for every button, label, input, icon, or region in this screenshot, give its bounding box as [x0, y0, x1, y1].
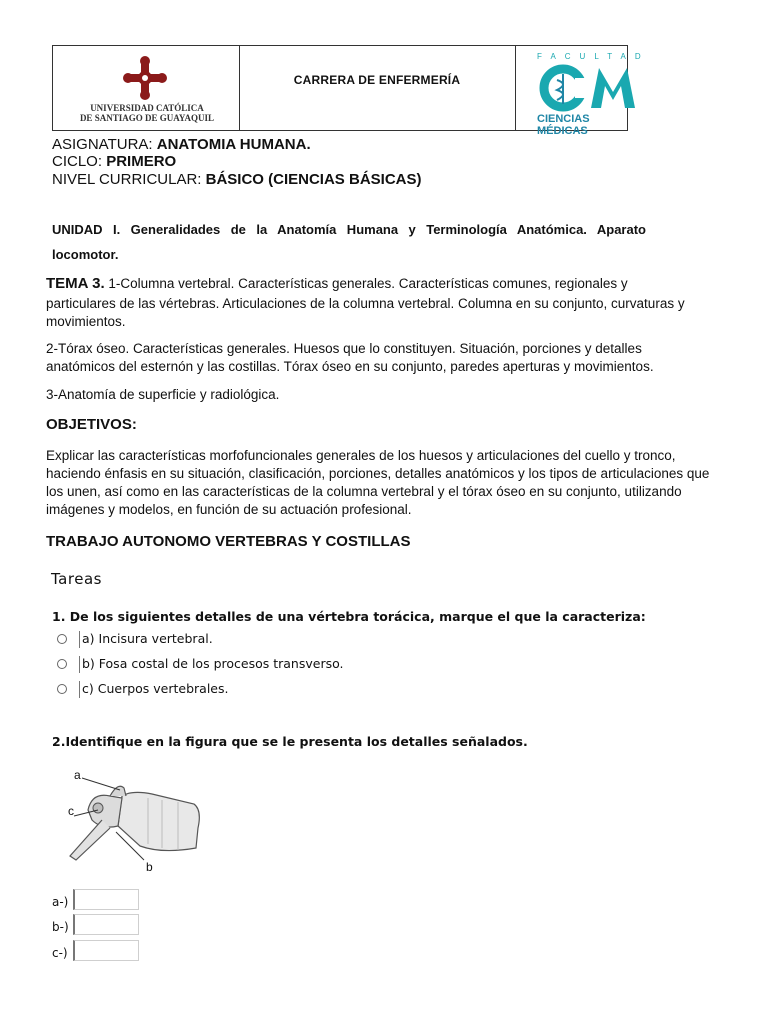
answer-a-input[interactable]	[73, 889, 139, 910]
radio-c-icon[interactable]	[57, 684, 67, 694]
figure-label-c: c	[68, 804, 74, 818]
torax-line2: anatómicos del esternón y las costillas. Tórax óseo en su conjunto, paredes aperturas y movimientos.	[46, 359, 654, 374]
answer-c-label: c-)	[52, 946, 68, 960]
asignatura-label: ASIGNATURA:	[52, 136, 157, 153]
university-name-line2: DE SANTIAGO DE GUAYAQUIL	[79, 113, 215, 123]
career-title: CARRERA DE ENFERMERÍA	[293, 73, 461, 87]
unidad-line1: UNIDAD I. Generalidades de la Anatomía Humana y Terminología Anatómica. Aparato	[52, 222, 646, 237]
nivel-label: NIVEL CURRICULAR:	[52, 171, 206, 188]
faculty-label: FACULTAD	[537, 52, 650, 61]
option-divider	[79, 681, 80, 698]
radio-a-icon[interactable]	[57, 634, 67, 644]
tema-line3: movimientos.	[46, 314, 126, 329]
ciclo-value: PRIMERO	[106, 153, 177, 170]
question-2: 2.Identifique en la figura que se le presenta los detalles señalados.	[52, 734, 528, 749]
cm-logo-icon	[539, 64, 661, 112]
radio-b-icon[interactable]	[57, 659, 67, 669]
tema-label: TEMA 3.	[46, 275, 105, 292]
option-a-label: a) Incisura vertebral.	[82, 631, 213, 646]
objetivos-line2: haciendo énfasis en su situación, clasificación, porciones, detalles anatómicos y los tipos de articulaciones que	[46, 466, 710, 481]
option-c-label: c) Cuerpos vertebrales.	[82, 681, 229, 696]
faculty-logo-cell	[515, 46, 650, 137]
ciclo-line	[52, 153, 176, 170]
figure-label-b: b	[146, 860, 153, 874]
tema-text: 1-Columna vertebral. Características generales. Características comunes, regionales y	[104, 276, 628, 291]
tema-line1	[46, 275, 628, 292]
option-divider	[79, 631, 80, 648]
header-table	[52, 45, 650, 137]
unidad-line2: locomotor.	[52, 247, 119, 262]
faculty-name: CIENCIAS MÉDICAS	[537, 113, 590, 137]
question-1: 1. De los siguientes detalles de una vértebra torácica, marque el que la caracteriza:	[52, 609, 646, 624]
university-logo-cell	[53, 46, 240, 130]
vertebra-illustration-icon	[62, 768, 212, 878]
asignatura-line	[52, 136, 311, 153]
career-cell	[239, 46, 516, 130]
asignatura-value: ANATOMIA HUMANA.	[156, 136, 311, 153]
option-b-label: b) Fosa costal de los procesos transverso.	[82, 656, 344, 671]
torax-line1: 2-Tórax óseo. Características generales. Huesos que lo constituyen. Situación, porciones y detalles	[46, 341, 642, 356]
answer-a-label: a-)	[52, 895, 69, 909]
university-name-line1: UNIVERSIDAD CATÓLICA	[90, 103, 204, 113]
answer-b-input[interactable]	[73, 914, 139, 935]
option-divider	[79, 656, 80, 673]
nivel-value: BÁSICO (CIENCIAS BÁSICAS)	[205, 171, 422, 188]
vertebra-figure	[62, 768, 212, 878]
objetivos-title: OBJETIVOS:	[46, 416, 137, 433]
objetivos-line1: Explicar las características morfofuncionales generales de los huesos y articulaciones del cuello y tronco,	[46, 448, 676, 463]
ciclo-label: CICLO:	[52, 153, 107, 170]
nivel-line	[52, 171, 422, 188]
trabajo-title: TRABAJO AUTONOMO VERTEBRAS Y COSTILLAS	[46, 533, 411, 550]
answer-c-input[interactable]	[73, 940, 139, 961]
answer-b-label: b-)	[52, 920, 69, 934]
objetivos-line4: imágenes y modelos, en función de su actuación profesional.	[46, 502, 412, 517]
tema-line2: particulares de las vértebras. Articulaciones de la columna vertebral. Columna en su conjunto, curvaturas y	[46, 296, 685, 311]
cross-icon	[123, 56, 167, 100]
tareas-title: Tareas	[51, 570, 102, 588]
superficie-line: 3-Anatomía de superficie y radiológica.	[46, 387, 280, 402]
figure-label-a: a	[74, 768, 81, 782]
objetivos-line3: los unen, así como en las características de la columna vertebral y el tórax óseo en su conjunto, utilizando	[46, 484, 682, 499]
